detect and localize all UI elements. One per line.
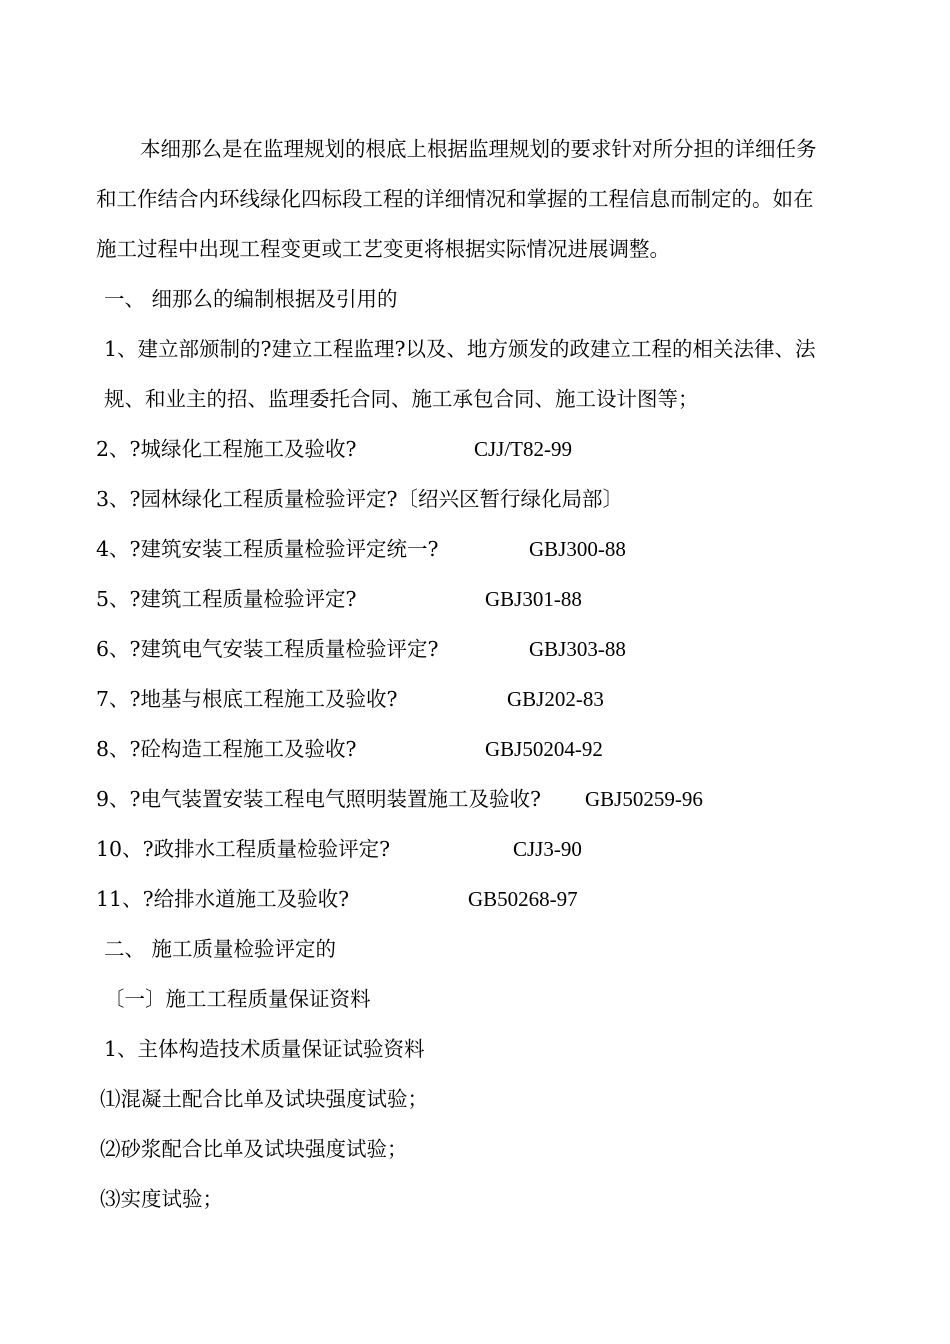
section-1-item-1-line-2: 规、和业主的招、监理委托合同、施工承包合同、施工设计图等； [104, 387, 699, 411]
list-item-title: 2、?城绿化工程施工及验收? [96, 437, 357, 461]
list-item: ⑵砂浆配合比单及试块强度试验； [100, 1137, 408, 1161]
standard-code: GB50268-97 [468, 887, 578, 911]
list-item [96, 684, 604, 714]
standard-code: GBJ50204-92 [485, 737, 603, 761]
list-item-title: 10、?政排水工程质量检验评定? [96, 837, 391, 861]
list-item-title: 8、?砼构造工程施工及验收? [96, 737, 357, 761]
list-item [96, 784, 703, 814]
intro-line-1: 本细那么是在监理规划的根底上根据监理规划的要求针对所分担的详细任务 [140, 137, 817, 161]
section-2-heading: 二、 施工质量检验评定的 [104, 937, 337, 961]
list-item [96, 484, 623, 514]
standard-code: CJJ/T82-99 [474, 437, 573, 461]
standard-code: GBJ301-88 [485, 587, 582, 611]
list-item: ⑴混凝土配合比单及试块强度试验； [100, 1087, 428, 1111]
list-item [96, 634, 626, 664]
list-item-title: 7、?地基与根底工程施工及验收? [96, 687, 398, 711]
section-2-subheading: 〔一〕施工工程质量保证资料 [104, 987, 371, 1011]
intro-line-2: 和工作结合内环线绿化四标段工程的详细情况和掌握的工程信息而制定的。如在 [96, 187, 814, 211]
list-item-title: 3、?园林绿化工程质量检验评定?〔绍兴区暂行绿化局部〕 [96, 487, 624, 511]
list-item [96, 834, 582, 864]
intro-line-3: 施工过程中出现工程变更或工艺变更将根据实际情况进展调整。 [96, 237, 670, 261]
section-1-heading: 一、 细那么的编制根据及引用的 [104, 287, 398, 311]
list-item: ⑶实度试验； [100, 1187, 223, 1211]
list-item-title: 11、?给排水道施工及验收? [96, 887, 350, 911]
standard-code: GBJ202-83 [507, 687, 604, 711]
list-item-title: 9、?电气装置安装工程电气照明装置施工及验收? [96, 787, 542, 811]
standard-code: GBJ300-88 [529, 537, 626, 561]
section-1-item-1-line-1: 1、建立部颁制的?建立工程监理?以及、地方颁发的政建立工程的相关法律、法 [104, 337, 816, 361]
list-item [96, 534, 626, 564]
list-item [96, 434, 573, 464]
standard-code: CJJ3-90 [513, 837, 582, 861]
standard-code: GBJ303-88 [529, 637, 626, 661]
list-item [96, 884, 578, 914]
list-item [96, 734, 603, 764]
section-2-item-1: 1、主体构造技术质量保证试验资料 [104, 1037, 425, 1061]
list-item-title: 6、?建筑电气安装工程质量检验评定? [96, 637, 439, 661]
standard-code: GBJ50259-96 [585, 787, 703, 811]
list-item-title: 5、?建筑工程质量检验评定? [96, 587, 357, 611]
list-item-title: 4、?建筑安装工程质量检验评定统一? [96, 537, 439, 561]
list-item [96, 584, 582, 614]
